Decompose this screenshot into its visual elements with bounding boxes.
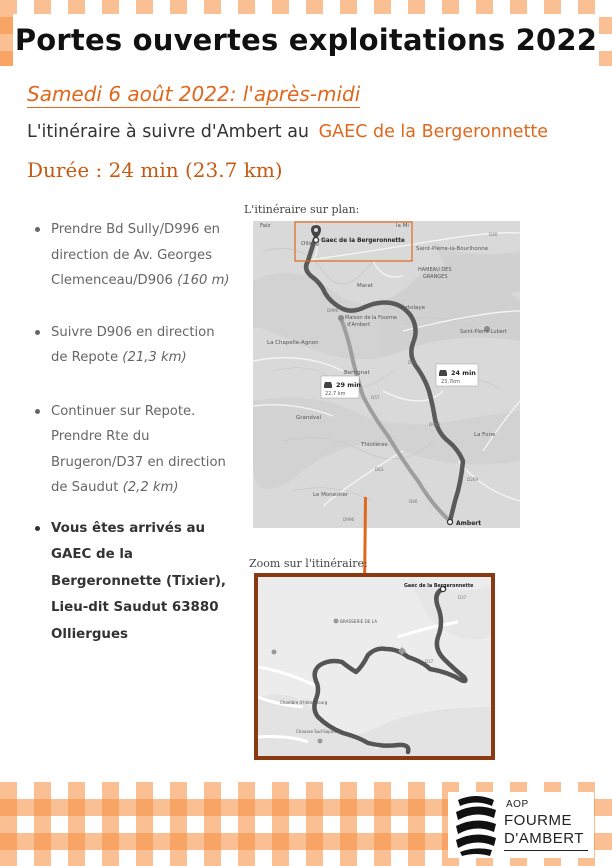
route-zoom-map [254, 573, 495, 760]
zoom-label-chambre: Chambre d'hôtes Bourg [280, 700, 328, 705]
direction-steps [33, 217, 233, 648]
route-prefix: L'itinéraire à suivre d'Ambert au [27, 122, 310, 142]
logo-ambert: D'AMBERT [504, 830, 584, 847]
alt-route-time: 29 min [336, 381, 361, 389]
event-date: Samedi 6 août 2022: l'après-midi [27, 82, 361, 106]
logo-underline [504, 850, 588, 851]
step-item-arrival [33, 516, 233, 649]
title-banner [13, 14, 599, 66]
route-heading [27, 122, 548, 142]
step-item [33, 217, 233, 294]
label-destination: Gaec de la Bergeronnette [321, 238, 405, 244]
label-thiolieres: Thiolières [361, 442, 388, 448]
label-fourme-ambert: d'Ambert [347, 322, 371, 328]
alt-route-distance: 22,7 km [325, 391, 346, 397]
step-item [33, 399, 233, 501]
route-duration: Durée : 24 min (23.7 km) [27, 158, 283, 182]
step-distance: (21,3 km) [122, 350, 187, 365]
label-chapelle-agnon: La Chapelle-Agnon [267, 340, 319, 346]
page-title: Portes ouvertes exploitations 2022 [14, 23, 598, 57]
road-label: D996 [343, 517, 355, 522]
step-distance: (2,2 km) [122, 480, 179, 495]
route-overview-svg [253, 221, 520, 528]
step-text: Vous êtes arrivés au GAEC de la Bergeronnette (Tixier), Lieu-dit Saudut 63880 Olliergues [51, 520, 227, 642]
road-label: D63 [375, 467, 384, 472]
road-label: D906 [429, 422, 441, 427]
poi-pin-icon [318, 739, 323, 744]
route-zoom-svg [258, 577, 491, 756]
road-label: D66 [409, 499, 418, 504]
step-item [33, 320, 233, 371]
route-destination: GAEC de la Bergeronnette [318, 122, 549, 142]
label-ambert: Ambert [456, 520, 482, 527]
logo-fourme: FOURME [504, 812, 572, 829]
road-label: D40 [489, 232, 498, 237]
label-olliergues: Ollierg [301, 241, 319, 247]
main-route-distance: 23,7km [441, 379, 460, 385]
zoom-label-destination: Gaec de la Bergeronnette [404, 584, 474, 589]
step-text: Continuer sur Repote. Prendre Rte du Brugeron/D37 en direction de Saudut [51, 403, 226, 495]
step-text: Prendre Bd Sully/D996 en direction de Av. Georges Clemenceau/D906 [51, 222, 221, 288]
step-distance: (160 m) [177, 273, 230, 288]
label-bertignat: Bertignat [344, 370, 370, 376]
step-text: Suivre D906 en direction de Repote [51, 324, 215, 365]
zoom-map-caption: Zoom sur l'itinéraire: [249, 557, 368, 570]
road-label: D269 [467, 477, 479, 482]
label-grandval: Grandval [296, 415, 322, 421]
label-marat: Marat [357, 283, 373, 289]
road-label: D996 [327, 308, 339, 313]
label-saint-pierre-lubert: Saint-Pierre-Lubert [460, 329, 507, 335]
fourme-ambert-logo [448, 792, 594, 858]
alt-route-badge [321, 376, 361, 398]
label-hameau: HAMEAU DES [418, 267, 452, 273]
zoom-label-poi: BRASSERIE DE LA [340, 619, 378, 624]
zoom-label-chausse: Chausse Sud-Sapins [296, 729, 337, 734]
logo-aop: AOP [506, 799, 529, 810]
cheese-stripes-icon [452, 794, 500, 856]
label-la-mi: la Mi [396, 223, 409, 229]
poi-pin-icon [338, 315, 344, 321]
label-granges: GRANGES [423, 274, 448, 280]
main-route-badge [436, 364, 478, 386]
label-fourme: Maison de la Fourme [345, 315, 397, 321]
label-la-fone: La Fone [474, 432, 496, 438]
route-overview-map [253, 221, 520, 528]
label-vertolaye: Vertolaye [399, 305, 426, 311]
road-label: D57 [371, 395, 380, 400]
main-route-time: 24 min [451, 369, 476, 377]
road-label: D37 [425, 659, 434, 664]
car-icon [324, 382, 332, 388]
road-label: D67 [408, 360, 417, 365]
label-faiz: Faiz [260, 223, 271, 229]
plan-map-caption: L'itinéraire sur plan: [244, 203, 360, 216]
label-monestier: Le Monestier [313, 492, 349, 498]
road-label: D37 [458, 595, 467, 600]
car-icon [439, 370, 447, 376]
label-saint-pierre: Saint-Pierre-la-Bourlhonne [416, 246, 489, 252]
poi-pin-icon [272, 650, 277, 655]
poi-pin-icon [334, 619, 339, 624]
origin-dot [448, 520, 453, 525]
